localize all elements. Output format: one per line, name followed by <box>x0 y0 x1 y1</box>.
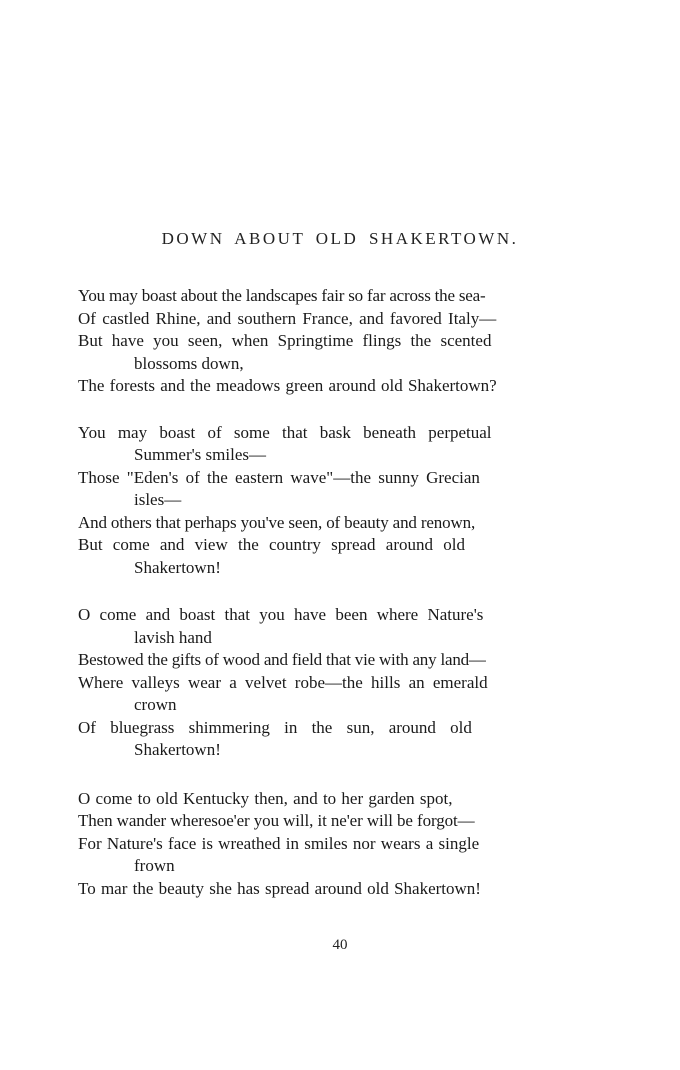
poem-line-continuation: frown <box>134 856 175 875</box>
poem-line: O come to old Kentucky then, and to her garden spot, <box>78 788 453 808</box>
poem-title: DOWN ABOUT OLD SHAKERTOWN. <box>161 229 519 248</box>
poem-line-continuation: crown <box>134 695 177 714</box>
poem-line: You may boast of some that bask beneath perpetual <box>78 422 492 442</box>
poem-line-continuation: lavish hand <box>134 627 212 647</box>
poem-line-continuation: Shakertown! <box>134 557 221 577</box>
poem-line: The forests and the meadows green around old Shakertown? <box>78 376 497 395</box>
poem-line-continuation: Shakertown! <box>134 740 221 759</box>
poem-line: To mar the beauty she has spread around old Shakertown! <box>78 878 481 898</box>
poem-line: For Nature's face is wreathed in smiles nor wears a single <box>78 833 480 853</box>
poem-line: Then wander wheresoe'er you will, it ne'er will be forgot— <box>78 811 475 830</box>
poem-line: Where valleys wear a velvet robe—the hills an emerald <box>78 672 488 692</box>
poem-line: You may boast about the landscapes fair so far across the sea- <box>78 286 486 305</box>
stanza-1 <box>78 285 613 398</box>
poem-line-continuation: isles— <box>134 490 182 509</box>
poem-line: Those "Eden's of the eastern wave"—the sunny Grecian <box>78 467 480 487</box>
poem-line: And others that perhaps you've seen, of beauty and renown, <box>78 512 476 532</box>
poem-line: O come and boast that you have been where Nature's <box>78 605 484 624</box>
poem-line: Of castled Rhine, and southern France, and favored Italy— <box>78 308 497 328</box>
stanza-3 <box>78 604 613 762</box>
poem-body <box>78 285 613 924</box>
page-number: 40 <box>332 937 348 953</box>
poem-line: But have you seen, when Springtime flings the scented <box>78 331 492 350</box>
stanza-2 <box>78 422 613 580</box>
poem-line: But come and view the country spread around old <box>78 535 465 554</box>
poem-line: Bestowed the gifts of wood and field that vie with any land— <box>78 650 486 669</box>
poem-line: Of bluegrass shimmering in the sun, around old <box>78 717 472 737</box>
poem-line-continuation: blossoms down, <box>134 353 244 373</box>
stanza-4 <box>78 788 613 901</box>
poem-line-continuation: Summer's smiles— <box>134 445 266 464</box>
